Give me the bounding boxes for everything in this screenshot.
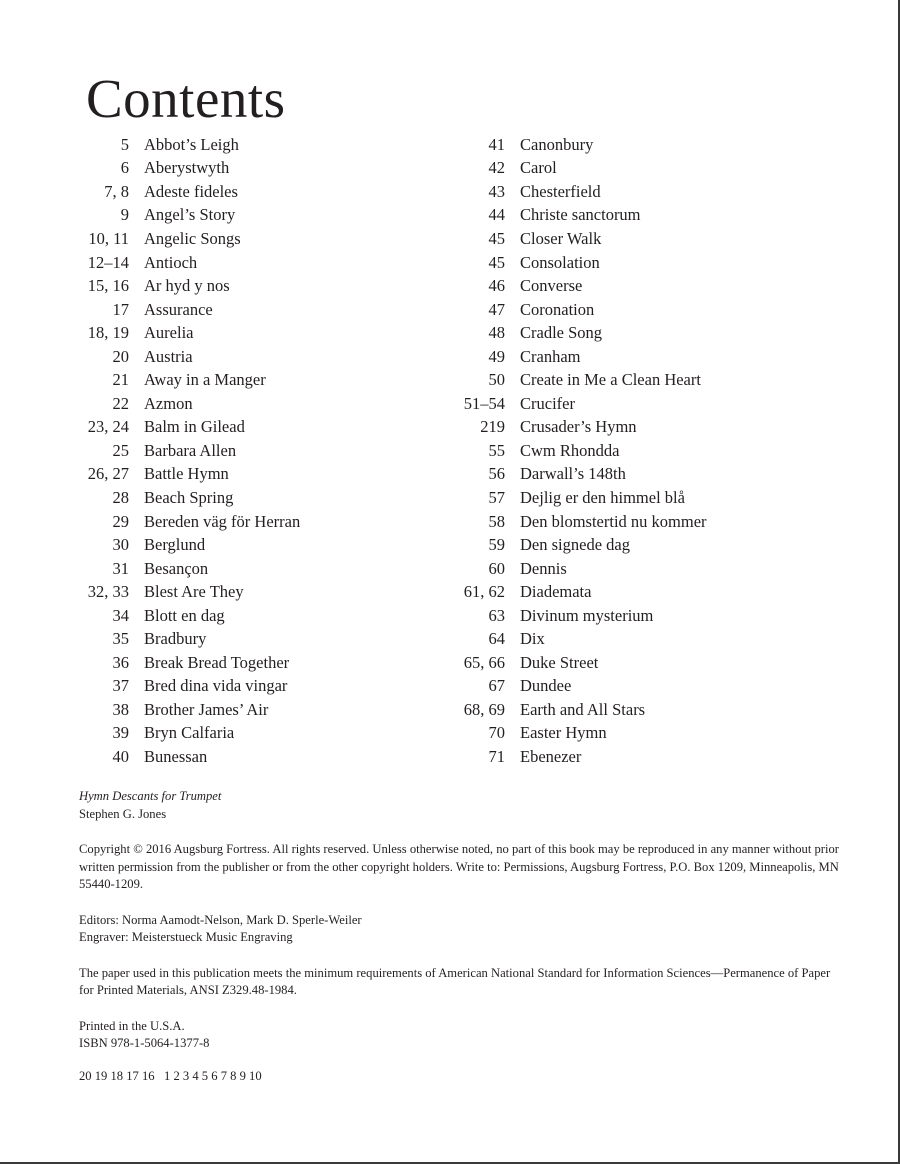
toc-page-number: 25	[112, 440, 129, 460]
toc-entry	[446, 557, 707, 581]
toc-page-number: 71	[488, 746, 505, 766]
toc-page-number: 45	[488, 252, 505, 272]
isbn: ISBN 978-1-5064-1377-8	[79, 1036, 210, 1050]
toc-entry	[70, 392, 300, 416]
toc-entry	[70, 651, 300, 675]
toc-entry	[446, 463, 707, 487]
toc-page-number: 23, 24	[87, 417, 129, 437]
toc-hymn-name: Create in Me a Clean Heart	[520, 370, 701, 390]
toc-entry	[446, 722, 707, 746]
printing-numbers: 1 2 3 4 5 6 7 8 9 10	[164, 1068, 262, 1083]
toc-page-number: 57	[488, 487, 505, 507]
toc-page-number: 5	[120, 134, 129, 154]
toc-entry	[70, 298, 300, 322]
toc-hymn-name: Bereden väg för Herran	[144, 511, 301, 531]
toc-hymn-name: Azmon	[144, 393, 193, 413]
toc-entry	[70, 133, 300, 157]
toc-hymn-name: Divinum mysterium	[520, 605, 654, 625]
toc-hymn-name: Chesterfield	[520, 181, 601, 201]
toc-hymn-name: Break Bread Together	[144, 652, 290, 672]
toc-page-number: 70	[488, 723, 505, 743]
toc-entry	[446, 416, 707, 440]
toc-hymn-name: Easter Hymn	[520, 723, 607, 743]
toc-hymn-name: Aurelia	[144, 323, 194, 343]
toc-entry	[70, 251, 300, 275]
toc-entry	[446, 321, 707, 345]
toc-entry	[70, 722, 300, 746]
toc-page-number: 47	[488, 299, 505, 319]
toc-hymn-name: Abbot’s Leigh	[144, 134, 239, 154]
toc-page-number: 67	[488, 676, 505, 696]
toc-hymn-name: Besançon	[144, 558, 209, 578]
toc-hymn-name: Carol	[520, 158, 557, 178]
toc-entry	[70, 274, 300, 298]
toc-entry	[446, 510, 707, 534]
toc-hymn-name: Duke Street	[520, 652, 599, 672]
toc-page-number: 41	[488, 134, 505, 154]
toc-entry	[446, 204, 707, 228]
toc-entry	[446, 745, 707, 769]
toc-page-number: 63	[488, 605, 505, 625]
toc-entry	[446, 133, 707, 157]
toc-hymn-name: Den signede dag	[520, 535, 630, 555]
book-title: Hymn Descants for Trumpet	[79, 789, 222, 803]
toc-page-number: 32, 33	[87, 582, 129, 602]
toc-entry	[446, 698, 707, 722]
toc-page-number: 21	[112, 370, 129, 390]
toc-page-number: 30	[112, 535, 129, 555]
toc-page-number: 34	[112, 605, 129, 625]
toc-page-number: 45	[488, 228, 505, 248]
toc-page-number: 22	[112, 393, 129, 413]
toc-entry	[70, 463, 300, 487]
toc-entry	[70, 533, 300, 557]
toc-page-number: 46	[488, 276, 505, 296]
author: Stephen G. Jones	[79, 806, 167, 821]
toc-page-number: 17	[112, 299, 129, 319]
toc-hymn-name: Balm in Gilead	[144, 417, 245, 437]
toc-page-number: 60	[488, 558, 505, 578]
toc-hymn-name: Dix	[520, 629, 545, 649]
toc-entry	[70, 627, 300, 651]
toc-page-number: 35	[112, 629, 129, 649]
toc-entry	[446, 675, 707, 699]
toc-hymn-name: Crucifer	[520, 393, 575, 413]
toc-hymn-name: Dennis	[520, 558, 567, 578]
toc-page-number: 219	[480, 417, 505, 437]
toc-page-number: 29	[112, 511, 129, 531]
toc-page-number: 59	[488, 535, 505, 555]
toc-hymn-name: Darwall’s 148th	[520, 464, 626, 484]
toc-page-number: 9	[120, 205, 129, 225]
printing-line	[79, 1068, 839, 1086]
toc-hymn-name: Dejlig er den himmel blå	[520, 487, 685, 507]
printing-years: 20 19 18 17 16	[79, 1068, 155, 1083]
toc-page-number: 6	[120, 158, 129, 178]
toc-entry	[70, 745, 300, 769]
toc-page-number: 42	[488, 158, 505, 178]
toc-page-number: 7, 8	[104, 181, 129, 201]
toc-page-number: 37	[112, 676, 129, 696]
toc-page-number: 10, 11	[88, 228, 129, 248]
toc-page-number: 68, 69	[463, 699, 505, 719]
toc-hymn-name: Crusader’s Hymn	[520, 417, 637, 437]
toc-page-number: 26, 27	[87, 464, 129, 484]
toc-entry	[70, 510, 300, 534]
toc-hymn-name: Brother James’ Air	[144, 699, 269, 719]
toc-hymn-name: Coronation	[520, 299, 595, 319]
toc-entry	[70, 675, 300, 699]
toc-hymn-name: Closer Walk	[520, 228, 602, 248]
toc-page-number: 61, 62	[463, 582, 505, 602]
page-title: Contents	[86, 68, 286, 129]
copyright-notice: Copyright © 2016 Augsburg Fortress. All rights reserved. Unless otherwise noted, no part of this book may be reproduced in any manner without prior written permission from the publisher or from the other copyright holders. Write to: Permissions, Augsburg Fortress, P.O. Box 1209, Minneapolis, MN 55440-1209.	[79, 842, 839, 891]
toc-entry	[70, 204, 300, 228]
toc-page-number: 44	[488, 205, 505, 225]
toc-page-number: 31	[112, 558, 129, 578]
toc-entry	[70, 321, 300, 345]
toc-entry	[70, 227, 300, 251]
toc-hymn-name: Bunessan	[144, 746, 208, 766]
toc-entry	[70, 157, 300, 181]
toc-hymn-name: Battle Hymn	[144, 464, 229, 484]
toc-page-number: 51–54	[463, 393, 505, 413]
toc-entry	[446, 157, 707, 181]
toc-hymn-name: Consolation	[520, 252, 600, 272]
toc-entry	[70, 439, 300, 463]
toc-entry	[446, 251, 707, 275]
toc-hymn-name: Blott en dag	[144, 605, 225, 625]
toc-entry	[70, 557, 300, 581]
toc-entry	[446, 486, 707, 510]
toc-hymn-name: Adeste fideles	[144, 181, 238, 201]
toc-hymn-name: Austria	[144, 346, 193, 366]
toc-page-number: 64	[488, 629, 505, 649]
toc-hymn-name: Earth and All Stars	[520, 699, 646, 719]
toc-entry	[70, 416, 300, 440]
toc-hymn-name: Blest Are They	[144, 582, 244, 602]
colophon	[79, 788, 839, 1085]
toc-entry	[70, 580, 300, 604]
toc-entry	[70, 486, 300, 510]
toc-entry	[446, 392, 707, 416]
toc-page-number: 50	[488, 370, 505, 390]
toc-hymn-name: Aberystwyth	[144, 158, 230, 178]
toc-page-number: 15, 16	[87, 276, 129, 296]
toc-hymn-name: Ebenezer	[520, 746, 582, 766]
toc-hymn-name: Ar hyd y nos	[144, 276, 230, 296]
engraver: Engraver: Meisterstueck Music Engraving	[79, 930, 293, 944]
toc-column-right	[446, 133, 707, 769]
toc-hymn-name: Den blomstertid nu kommer	[520, 511, 707, 531]
toc-hymn-name: Antioch	[144, 252, 198, 272]
toc-hymn-name: Converse	[520, 276, 583, 296]
toc-page-number: 48	[488, 323, 505, 343]
toc-hymn-name: Bryn Calfaria	[144, 723, 235, 743]
toc-page-number: 36	[112, 652, 129, 672]
toc-entry	[70, 368, 300, 392]
toc-hymn-name: Away in a Manger	[144, 370, 266, 390]
toc-entry	[446, 345, 707, 369]
toc-entry	[446, 580, 707, 604]
toc-page-number: 39	[112, 723, 129, 743]
toc-page-number: 55	[488, 440, 505, 460]
toc-hymn-name: Cradle Song	[520, 323, 603, 343]
printed-in: Printed in the U.S.A.	[79, 1018, 185, 1033]
toc-page-number: 40	[112, 746, 129, 766]
toc-page-number: 28	[112, 487, 129, 507]
toc-hymn-name: Berglund	[144, 535, 206, 555]
toc-hymn-name: Barbara Allen	[144, 440, 237, 460]
toc-entry	[446, 368, 707, 392]
toc-hymn-name: Dundee	[520, 676, 572, 696]
toc-hymn-name: Cranham	[520, 346, 581, 366]
toc-entry	[446, 627, 707, 651]
toc-page-number: 38	[112, 699, 129, 719]
toc-entry	[446, 651, 707, 675]
toc-page-number: 58	[488, 511, 505, 531]
toc-column-left	[70, 133, 300, 769]
toc-hymn-name: Angel’s Story	[144, 205, 236, 225]
toc-hymn-name: Bradbury	[144, 629, 207, 649]
toc-entry	[446, 533, 707, 557]
toc-hymn-name: Christe sanctorum	[520, 205, 641, 225]
toc-hymn-name: Angelic Songs	[144, 228, 241, 248]
toc-entry	[446, 439, 707, 463]
toc-entry	[446, 604, 707, 628]
toc-entry	[446, 274, 707, 298]
editors: Editors: Norma Aamodt-Nelson, Mark D. Sperle-Weiler	[79, 912, 362, 927]
toc-entry	[70, 345, 300, 369]
toc-page-number: 20	[112, 346, 129, 366]
toc-hymn-name: Bred dina vida vingar	[144, 676, 288, 696]
toc-entry	[446, 298, 707, 322]
toc-page-number: 18, 19	[87, 323, 129, 343]
paper-notice: The paper used in this publication meets the minimum requirements of American National Standard for Information Sciences—Permanence of Paper for Printed Materials, ANSI Z329.48-1984.	[79, 965, 831, 997]
toc-entry	[446, 180, 707, 204]
toc-hymn-name: Canonbury	[520, 134, 594, 154]
toc-entry	[70, 698, 300, 722]
toc-hymn-name: Diademata	[520, 582, 592, 602]
toc-page-number: 49	[488, 346, 505, 366]
toc-hymn-name: Cwm Rhondda	[520, 440, 620, 460]
toc-entry	[70, 180, 300, 204]
toc-page-number: 56	[488, 464, 505, 484]
toc-page-number: 12–14	[87, 252, 129, 272]
toc-page-number: 65, 66	[463, 652, 505, 672]
toc-entry	[70, 604, 300, 628]
toc-page-number: 43	[488, 181, 505, 201]
toc-hymn-name: Assurance	[144, 299, 213, 319]
toc-entry	[446, 227, 707, 251]
toc-hymn-name: Beach Spring	[144, 487, 234, 507]
